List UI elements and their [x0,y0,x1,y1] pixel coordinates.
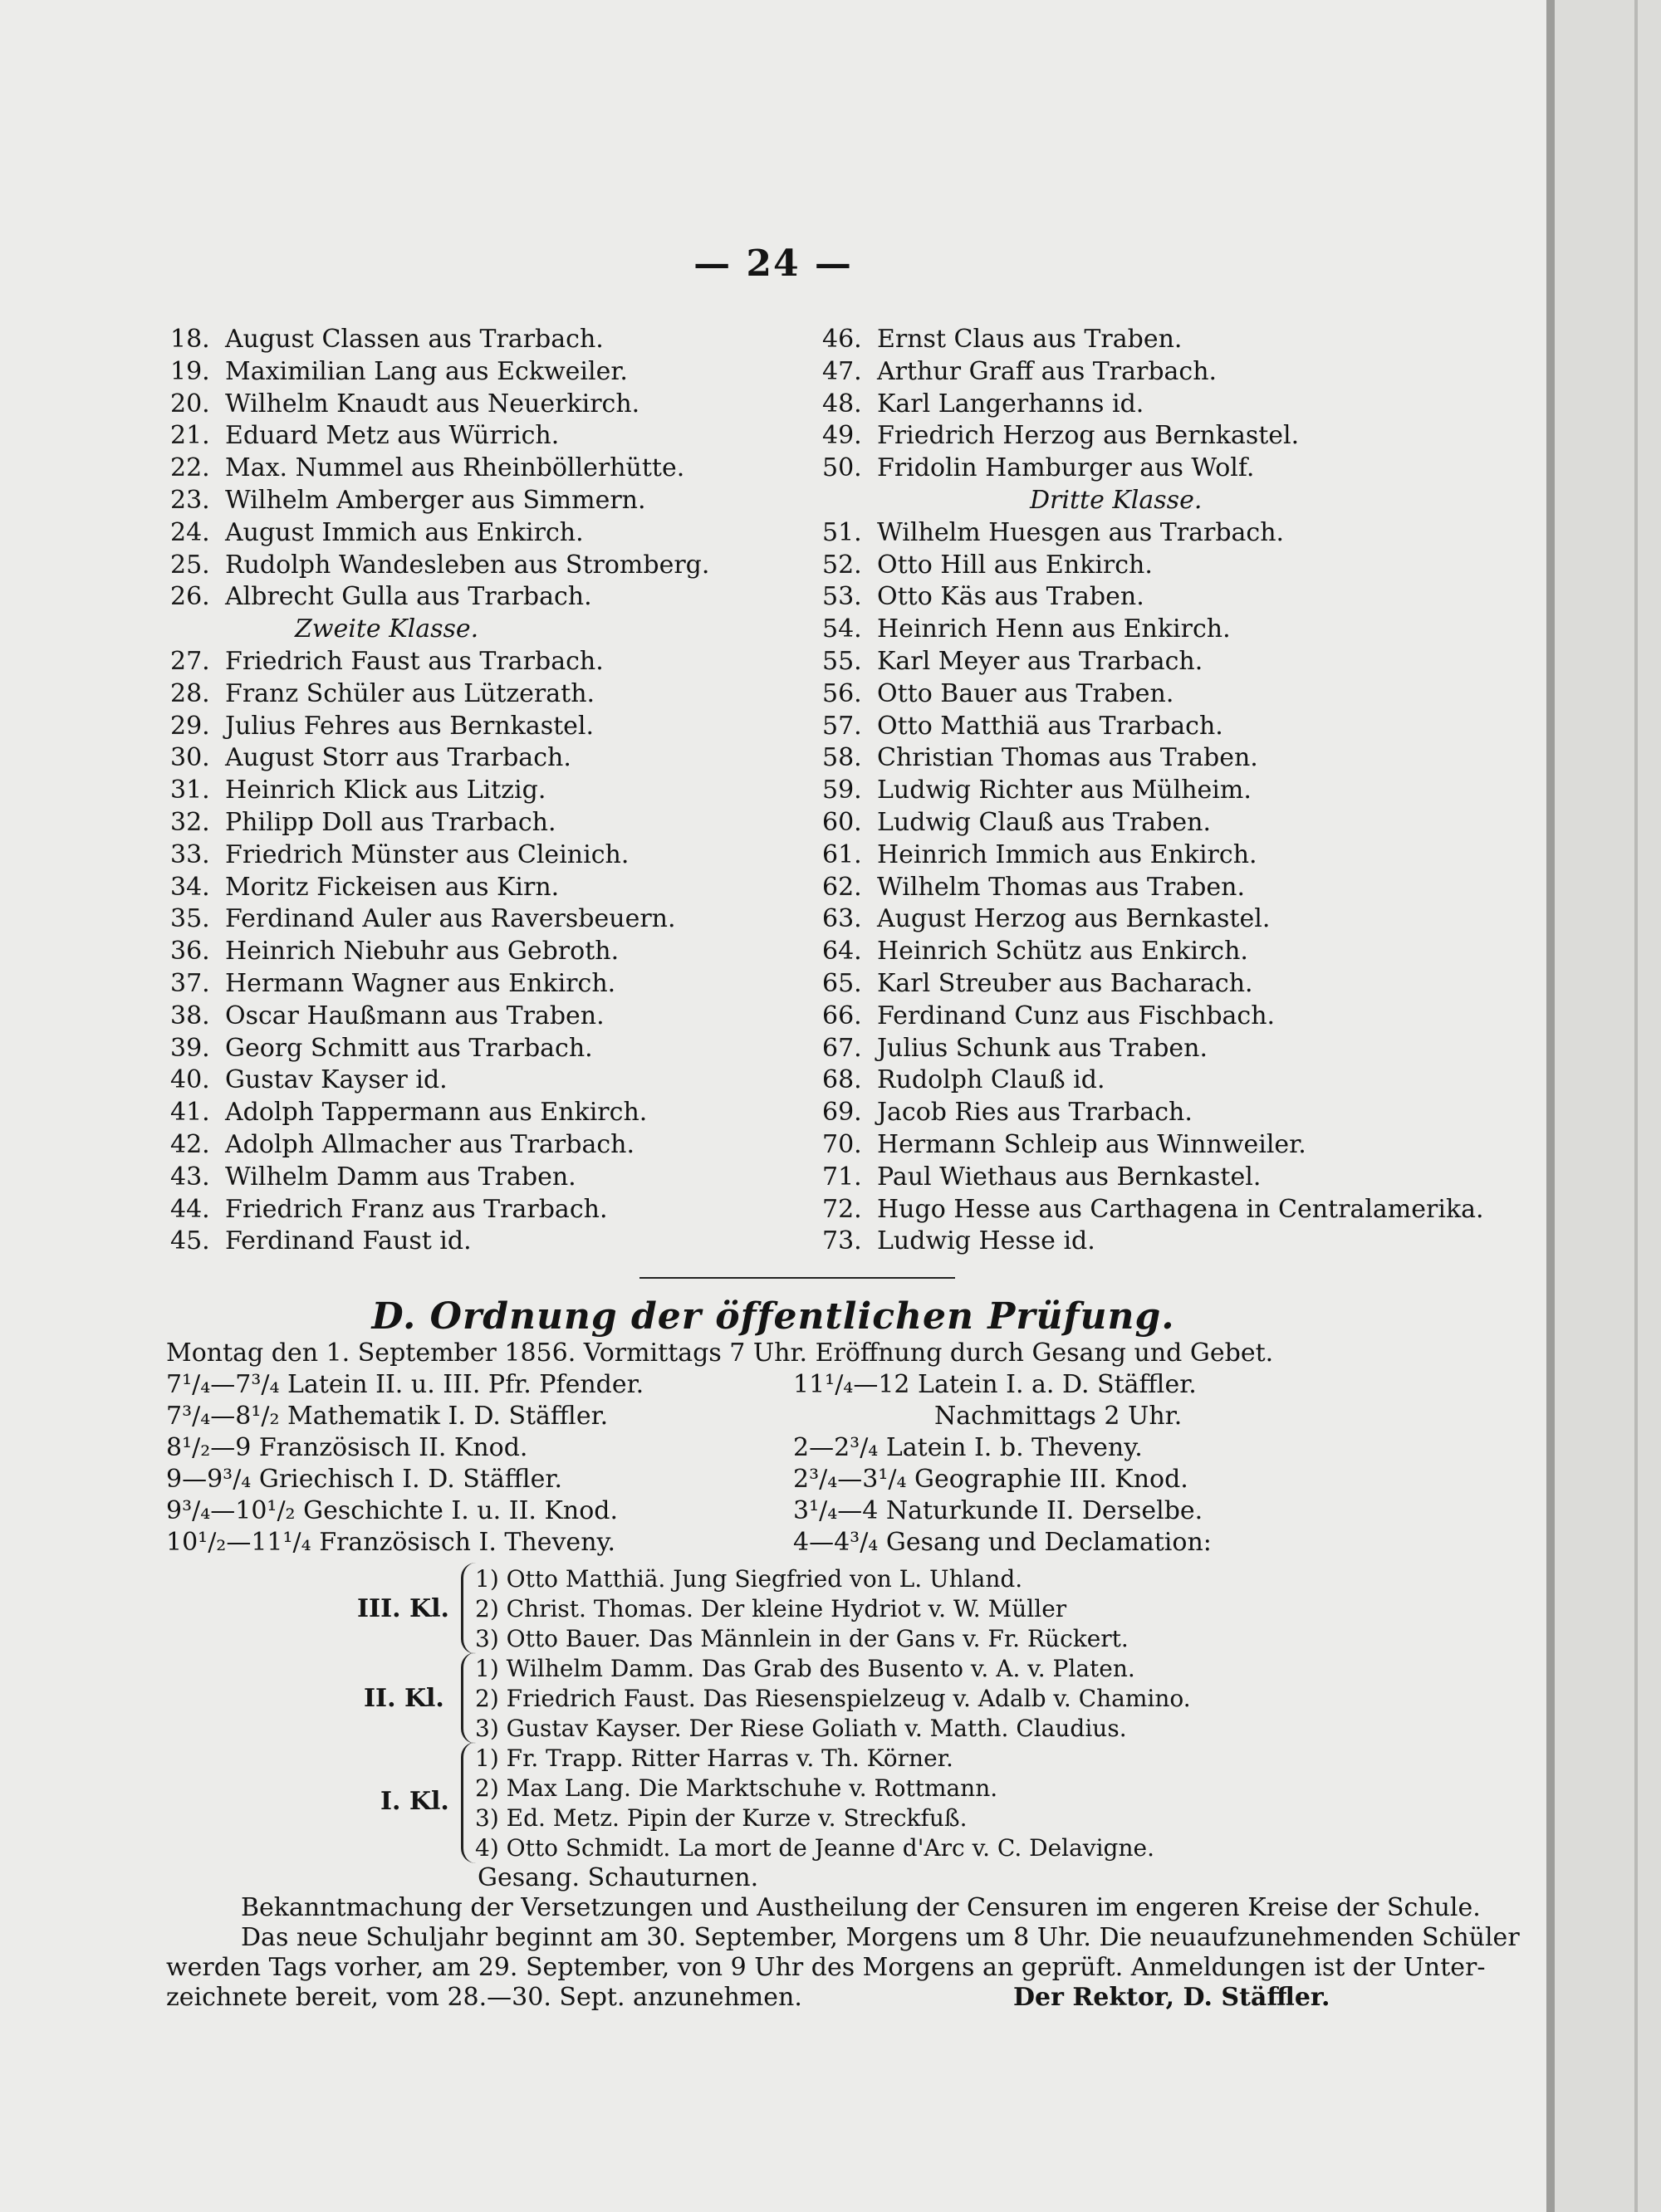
student-entry [170,936,709,968]
entry-text: Georg Schmitt aus Trarbach. [225,1033,593,1063]
entry-text: Eduard Metz aus Würrich. [225,421,560,451]
student-entry [170,1226,709,1258]
student-entry [822,872,1484,904]
declamation-1-1: 1) Fr. Trapp. Ritter Harras v. Th. Körner. [475,1745,953,1772]
declamation-3-2: 2) Christ. Thomas. Der kleine Hydriot v. W. Müller [475,1595,1067,1622]
entry-text: Albrecht Gulla aus Trarbach. [225,582,592,612]
schedule-morning-3: 8¹/₂—9 Französisch II. Knod. [166,1433,528,1462]
entry-text: August Classen aus Trarbach. [225,325,604,354]
binding-line [1634,0,1638,2212]
entry-number: 67. [822,1033,862,1063]
entry-text: Ludwig Richter aus Mülheim. [877,776,1252,805]
class-label-2: II. Kl. [364,1684,444,1713]
entry-number: 32. [170,807,210,837]
student-entry [170,1162,709,1194]
entry-text: Adolph Tappermann aus Enkirch. [225,1098,648,1128]
student-entry [170,1064,709,1097]
entry-number: 31. [170,776,210,805]
student-entry [822,550,1484,582]
entry-text: Moritz Fickeisen aus Kirn. [225,872,560,902]
entry-text: Friedrich Faust aus Trarbach. [225,646,604,676]
student-entry [170,581,709,614]
declamation-1-4: 4) Otto Schmidt. La mort de Jeanne d'Arc v. C. Delavigne. [475,1834,1154,1862]
entry-number: 68. [822,1065,862,1095]
entry-number: 35. [170,904,210,934]
entry-text: August Immich aus Enkirch. [225,517,584,547]
schedule-morning-6: 10¹/₂—11¹/₄ Französisch I. Theveny. [166,1528,616,1557]
closing-announcement: Bekanntmachung der Versetzungen und Austheilung der Censuren im engeren Kreise der Schule. [241,1893,1481,1922]
closing-gesang: Gesang. Schauturnen. [478,1863,759,1892]
student-entry [822,1097,1484,1129]
entry-text: Wilhelm Damm aus Traben. [225,1162,576,1192]
student-entry [170,420,709,453]
declamation-3-1: 1) Otto Matthiä. Jung Siegfried von L. Uhland. [475,1565,1023,1593]
entry-number: 63. [822,904,862,934]
entry-text: Wilhelm Huesgen aus Trarbach. [877,517,1285,547]
entry-number: 54. [822,614,862,644]
entry-text: Heinrich Henn aus Enkirch. [877,614,1231,644]
student-entry [170,678,709,711]
entry-text: Ferdinand Faust id. [225,1226,472,1256]
entry-number: 46. [822,325,862,354]
student-entry [822,839,1484,872]
entry-number: 52. [822,550,862,580]
student-entry [170,324,709,356]
entry-text: Jacob Ries aus Trarbach. [877,1098,1193,1128]
entry-text: Otto Bauer aus Traben. [877,678,1174,708]
student-entry [822,581,1484,614]
entry-text: Otto Hill aus Enkirch. [877,550,1153,580]
entry-text: Hugo Hesse aus Carthagena in Centralamerika. [877,1194,1484,1224]
schedule-afternoon-3: 2³/₄—3¹/₄ Geographie III. Knod. [793,1465,1188,1494]
student-entry [822,678,1484,711]
closing-exam-note: werden Tags vorher, am 29. September, von 9 Uhr des Morgens an geprüft. Anmeldungen ist der Unter- [166,1953,1486,1982]
entry-number: 19. [170,356,210,386]
entry-text: Otto Matthiä aus Trarbach. [877,711,1223,741]
entry-text: Karl Meyer aus Trarbach. [877,646,1203,676]
entry-text: August Storr aus Trarbach. [225,743,571,773]
entry-text: Wilhelm Knaudt aus Neuerkirch. [225,389,640,418]
student-entry [170,775,709,807]
student-entry [822,420,1484,453]
entry-text: Adolph Allmacher aus Trarbach. [225,1129,635,1159]
entry-text: Heinrich Schütz aus Enkirch. [877,937,1248,967]
student-entry [170,550,709,582]
section-title: D. Ordnung der öffentlichen Prüfung. [371,1295,1175,1338]
entry-text: Ernst Claus aus Traben. [877,325,1183,354]
section-divider [639,1277,955,1279]
student-entry [170,872,709,904]
entry-number: 64. [822,937,862,967]
entry-number: 33. [170,839,210,869]
entry-number: 18. [170,325,210,354]
entry-number: 47. [822,356,862,386]
student-entry [170,453,709,485]
student-entry [170,1194,709,1226]
class-heading-text: Zweite Klasse. [295,614,479,644]
entry-text: Otto Käs aus Traben. [877,582,1144,612]
student-entry [822,903,1484,936]
entry-number: 40. [170,1065,210,1095]
entry-number: 25. [170,550,210,580]
student-entry [170,903,709,936]
entry-text: Fridolin Hamburger aus Wolf. [877,453,1255,483]
student-entry [170,839,709,872]
declamation-2-2: 2) Friedrich Faust. Das Riesenspielzeug v. Adalb v. Chamino. [475,1685,1191,1712]
student-entry [822,1001,1484,1033]
declamation-3-3: 3) Otto Bauer. Das Männlein in der Gans v. Fr. Rückert. [475,1625,1129,1652]
entry-number: 70. [822,1129,862,1159]
student-entry [170,517,709,550]
entry-number: 48. [822,389,862,418]
entry-number: 69. [822,1098,862,1128]
closing-school-year: Das neue Schuljahr beginnt am 30. September, Morgens um 8 Uhr. Die neuaufzunehmenden Schüler [241,1923,1520,1952]
student-entry [822,1064,1484,1097]
student-entry [170,389,709,421]
student-entry [822,356,1484,389]
entry-number: 53. [822,582,862,612]
entry-text: Friedrich Herzog aus Bernkastel. [877,421,1300,451]
entry-text: Philipp Doll aus Trarbach. [225,807,556,837]
class-heading [822,485,1484,517]
entry-number: 24. [170,517,210,547]
entry-number: 62. [822,872,862,902]
entry-text: Friedrich Münster aus Cleinich. [225,839,630,869]
student-entry [822,1194,1484,1226]
entry-number: 66. [822,1001,862,1030]
entry-text: Paul Wiethaus aus Bernkastel. [877,1162,1262,1192]
entry-text: August Herzog aus Bernkastel. [877,904,1271,934]
student-list-right [822,324,1484,1258]
schedule-morning-4: 9—9³/₄ Griechisch I. D. Stäffler. [166,1465,563,1494]
student-entry [170,356,709,389]
entry-number: 42. [170,1129,210,1159]
schedule-afternoon-4: 3¹/₄—4 Naturkunde II. Derselbe. [793,1496,1203,1525]
entry-number: 60. [822,807,862,837]
student-entry [170,646,709,678]
entry-text: Julius Fehres aus Bernkastel. [225,711,595,741]
entry-number: 43. [170,1162,210,1192]
student-entry [822,1226,1484,1258]
declamation-1-2: 2) Max Lang. Die Marktschuhe v. Rottmann. [475,1774,998,1802]
student-entry [170,968,709,1001]
schedule-morning-2: 7³/₄—8¹/₂ Mathematik I. D. Stäffler. [166,1402,609,1431]
entry-text: Arthur Graff aus Trarbach. [877,356,1218,386]
entry-number: 61. [822,839,862,869]
declamation-2-1: 1) Wilhelm Damm. Das Grab des Busento v. A. v. Platen. [475,1655,1135,1682]
entry-number: 65. [822,968,862,998]
entry-text: Ferdinand Cunz aus Fischbach. [877,1001,1276,1030]
entry-number: 30. [170,743,210,773]
entry-text: Ferdinand Auler aus Raversbeuern. [225,904,676,934]
student-entry [822,807,1484,839]
schedule-afternoon-heading: Nachmittags 2 Uhr. [934,1402,1183,1431]
entry-number: 37. [170,968,210,998]
entry-text: Maximilian Lang aus Eckweiler. [225,356,628,386]
student-entry [170,711,709,743]
student-entry [822,614,1484,646]
entry-number: 50. [822,453,862,483]
entry-text: Heinrich Immich aus Enkirch. [877,839,1257,869]
entry-text: Wilhelm Thomas aus Traben. [877,872,1245,902]
declamation-1-3: 3) Ed. Metz. Pipin der Kurze v. Streckfuß. [475,1804,968,1832]
schedule-afternoon-5: 4—4³/₄ Gesang und Declamation: [793,1528,1212,1557]
next-page-edge [1555,0,1661,2212]
student-entry [822,936,1484,968]
student-entry [170,742,709,775]
entry-text: Hermann Schleip aus Winnweiler. [877,1129,1306,1159]
entry-number: 73. [822,1226,862,1256]
entry-text: Karl Streuber aus Bacharach. [877,968,1253,998]
entry-text: Christian Thomas aus Traben. [877,743,1258,773]
entry-number: 41. [170,1098,210,1128]
page-number: — 24 — [693,242,853,285]
student-entry [822,1033,1484,1065]
student-list-left [170,324,709,1258]
entry-text: Heinrich Niebuhr aus Gebroth. [225,937,620,967]
entry-number: 39. [170,1033,210,1063]
student-entry [170,1001,709,1033]
student-entry [822,1162,1484,1194]
entry-number: 36. [170,937,210,967]
entry-number: 38. [170,1001,210,1030]
student-entry [822,775,1484,807]
student-entry [822,389,1484,421]
student-entry [822,453,1484,485]
exam-intro: Montag den 1. September 1856. Vormittags 7 Uhr. Eröffnung durch Gesang und Gebet. [166,1338,1274,1368]
entry-text: Ludwig Clauß aus Traben. [877,807,1211,837]
student-entry [822,968,1484,1001]
entry-text: Oscar Haußmann aus Traben. [225,1001,605,1030]
entry-number: 21. [170,421,210,451]
entry-text: Julius Schunk aus Traben. [877,1033,1208,1063]
entry-number: 56. [822,678,862,708]
entry-text: Karl Langerhanns id. [877,389,1144,418]
entry-text: Max. Nummel aus Rheinböllerhütte. [225,453,685,483]
entry-number: 72. [822,1194,862,1224]
student-entry [822,517,1484,550]
student-entry [822,1129,1484,1162]
entry-text: Franz Schüler aus Lützerath. [225,678,595,708]
entry-number: 71. [822,1162,862,1192]
entry-text: Heinrich Klick aus Litzig. [225,776,546,805]
class-label-1: I. Kl. [380,1787,449,1816]
entry-text: Gustav Kayser id. [225,1065,448,1095]
entry-number: 22. [170,453,210,483]
schedule-afternoon-1: 11¹/₄—12 Latein I. a. D. Stäffler. [793,1370,1197,1399]
entry-number: 45. [170,1226,210,1256]
student-entry [822,646,1484,678]
class-label-3: III. Kl. [357,1594,449,1623]
entry-number: 29. [170,711,210,741]
student-entry [170,807,709,839]
student-entry [170,1033,709,1065]
closing-registration: zeichnete bereit, vom 28.—30. Sept. anzunehmen. [166,1983,802,2012]
entry-number: 26. [170,582,210,612]
entry-number: 20. [170,389,210,418]
entry-number: 27. [170,646,210,676]
entry-text: Rudolph Wandesleben aus Stromberg. [225,550,710,580]
declamation-2-3: 3) Gustav Kayser. Der Riese Goliath v. Matth. Claudius. [475,1715,1127,1742]
entry-number: 59. [822,776,862,805]
student-entry [170,485,709,517]
entry-text: Friedrich Franz aus Trarbach. [225,1194,608,1224]
class-heading-text: Dritte Klasse. [1030,485,1203,515]
entry-number: 49. [822,421,862,451]
schedule-morning-5: 9³/₄—10¹/₂ Geschichte I. u. II. Knod. [166,1496,619,1525]
entry-number: 55. [822,646,862,676]
entry-number: 34. [170,872,210,902]
entry-number: 58. [822,743,862,773]
schedule-morning-1: 7¹/₄—7³/₄ Latein II. u. III. Pfr. Pfender. [166,1370,644,1399]
schedule-afternoon-2: 2—2³/₄ Latein I. b. Theveny. [793,1433,1143,1462]
entry-number: 44. [170,1194,210,1224]
student-entry [170,1097,709,1129]
entry-number: 23. [170,485,210,515]
entry-number: 28. [170,678,210,708]
entry-number: 51. [822,517,862,547]
student-entry [822,711,1484,743]
class-heading [170,614,709,646]
entry-text: Rudolph Clauß id. [877,1065,1105,1095]
entry-text: Ludwig Hesse id. [877,1226,1095,1256]
entry-text: Wilhelm Amberger aus Simmern. [225,485,646,515]
student-entry [170,1129,709,1162]
entry-text: Hermann Wagner aus Enkirch. [225,968,616,998]
page-edge-shadow [1546,0,1555,2212]
signature: Der Rektor, D. Stäffler. [1013,1983,1330,2012]
student-entry [822,324,1484,356]
entry-number: 57. [822,711,862,741]
student-entry [822,742,1484,775]
